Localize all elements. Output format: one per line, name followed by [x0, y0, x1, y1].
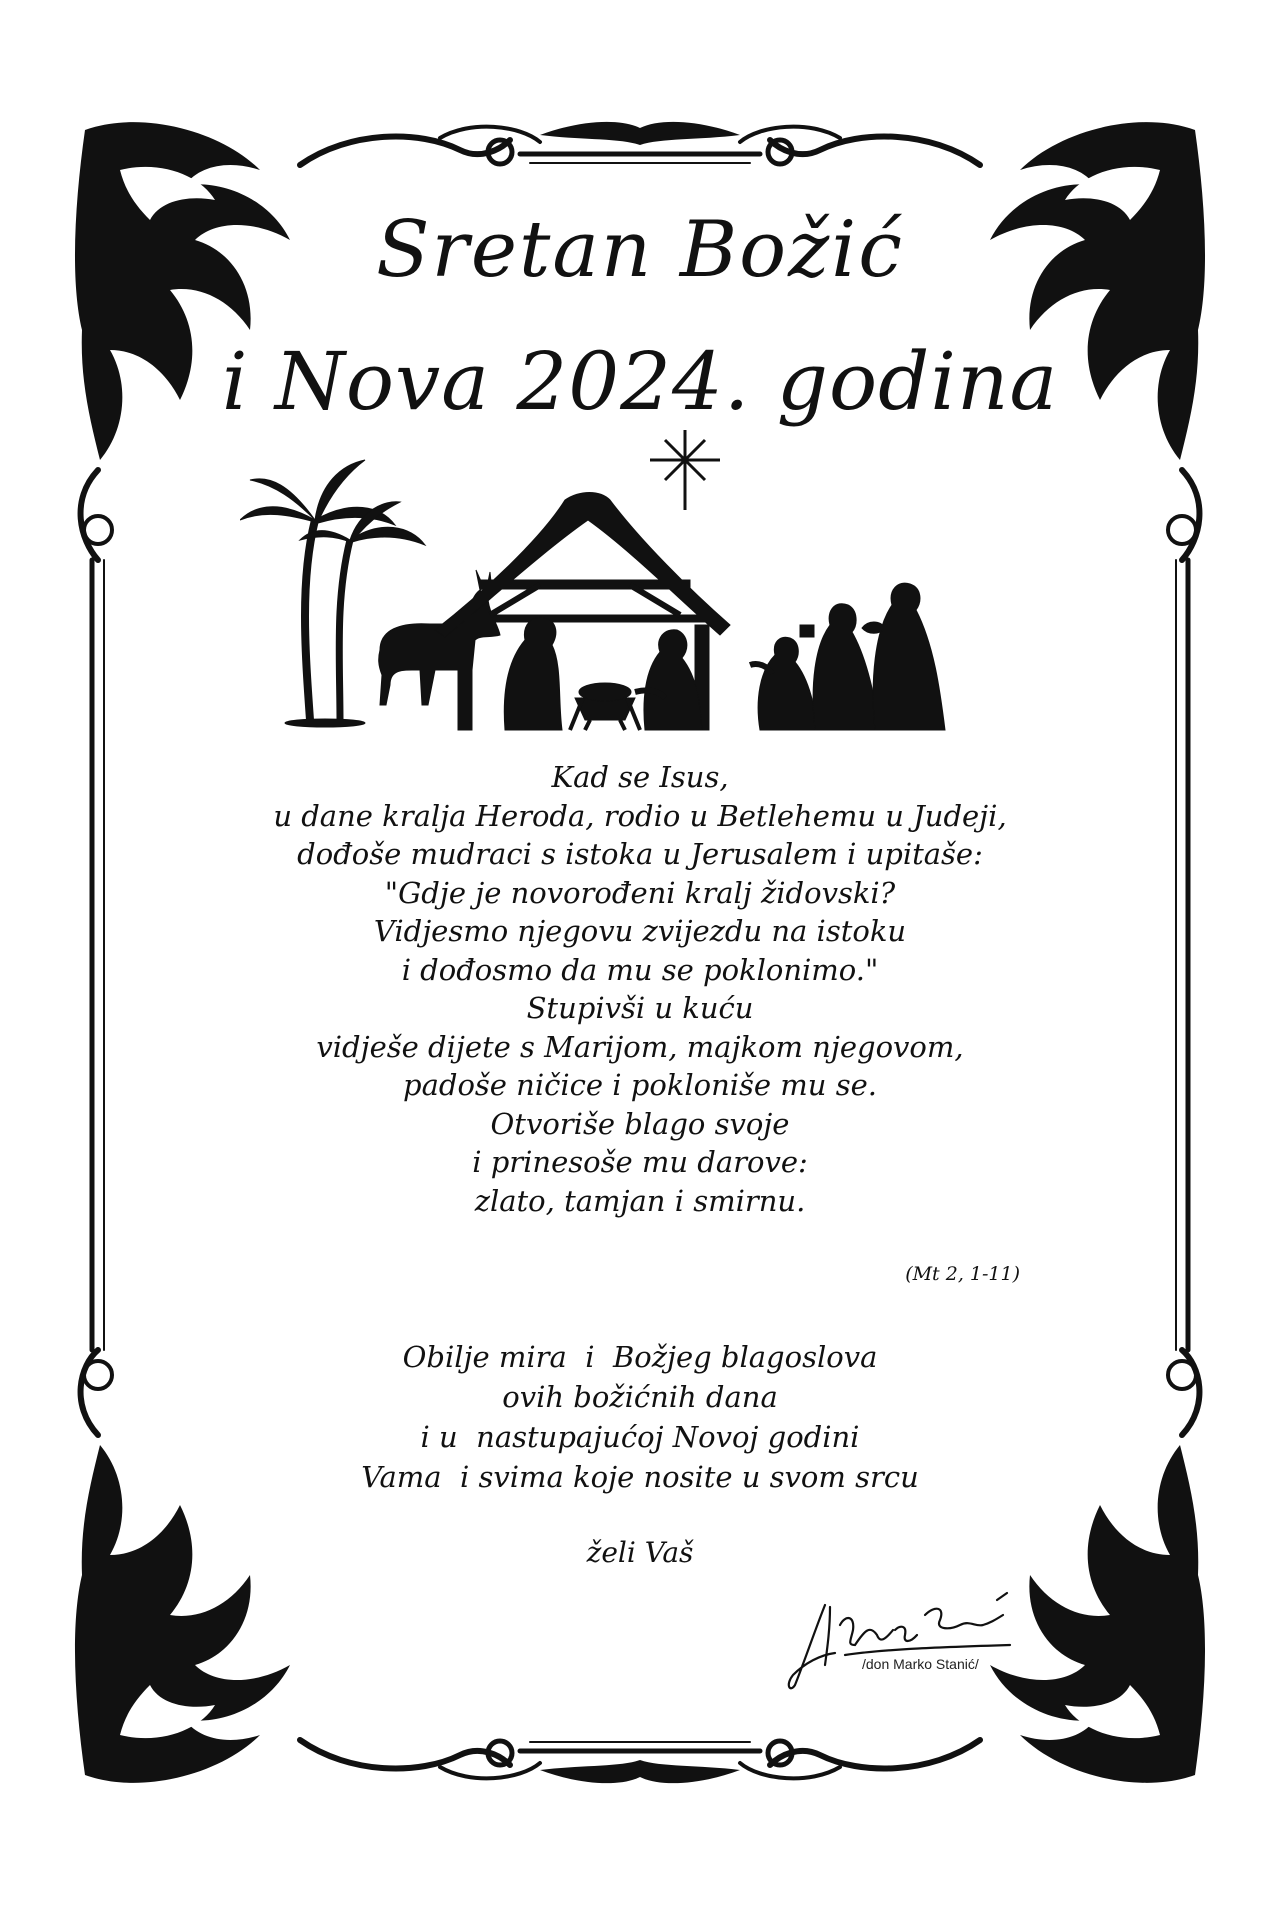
- greeting-subtitle: i Nova 2024. godina: [221, 335, 1059, 428]
- wish-line: ovih božićnih dana: [502, 1380, 778, 1414]
- verse-line: i dođosmo da mu se poklonimo.": [401, 952, 879, 987]
- greeting-title: Sretan Božić: [376, 205, 904, 295]
- mary-icon: [504, 617, 562, 730]
- wish-line: Obilje mira i Božjeg blagoslova: [402, 1340, 878, 1374]
- blessing-wish: [200, 1337, 1080, 1497]
- star-icon: [650, 430, 720, 510]
- palm-trees-icon: [240, 460, 425, 727]
- verse-citation: (Mt 2, 1-11): [905, 1263, 1020, 1285]
- scripture-verse: [160, 758, 1120, 1220]
- verse-line: Otvoriše blago svoje: [490, 1106, 790, 1141]
- verse-line: i prinesoše mu darove:: [472, 1145, 808, 1179]
- signature-name: /don Marko Stanić/: [862, 1656, 979, 1672]
- handwritten-signature: [785, 1585, 1025, 1695]
- verse-line: vidješe dijete s Marijom, majkom njegovom,: [316, 1029, 964, 1064]
- verse-line: zlato, tamjan i smirnu.: [474, 1183, 806, 1218]
- wish-line: Vama i svima koje nosite u svom srcu: [361, 1460, 919, 1494]
- verse-line: dođoše mudraci s istoka u Jerusalem i upitaše:: [297, 837, 983, 871]
- wish-line: i u nastupajućoj Novoj godini: [420, 1420, 860, 1454]
- verse-line: u dane kralja Heroda, rodio u Betlehemu u Judeji,: [273, 798, 1007, 833]
- verse-line: "Gdje je novorođeni kralj židovski?: [384, 875, 896, 910]
- manger-icon: [570, 683, 640, 730]
- joseph-icon: [635, 630, 702, 730]
- wise-men-icon: [750, 583, 945, 730]
- nativity-scene: [240, 430, 980, 740]
- verse-line: Stupivši u kuću: [526, 991, 754, 1025]
- sender-line: želi Vaš: [586, 1536, 694, 1569]
- verse-line: padoše ničice i pokloniše mu se.: [403, 1068, 877, 1102]
- verse-line: Kad se Isus,: [551, 760, 729, 794]
- verse-line: Vidjesmo njegovu zvijezdu na istoku: [373, 914, 907, 948]
